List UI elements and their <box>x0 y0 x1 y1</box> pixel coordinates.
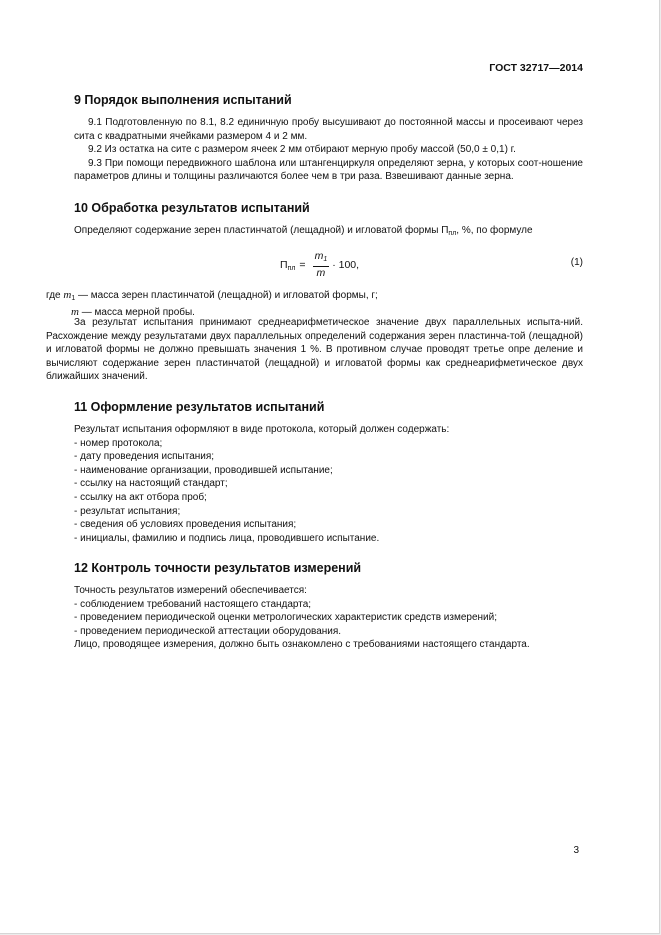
section-11-intro: Результат испытания оформляют в виде протокола, который должен содержать: <box>74 424 450 435</box>
section-12-intro: Точность результатов измерений обеспечивается: <box>74 585 307 596</box>
section-10-title: 10 Обработка результатов испытаний <box>74 201 310 215</box>
list-item: - проведением периодической оценки метрологических характеристик средств измерений; <box>74 612 497 624</box>
section-12-closing: Лицо, проводящее измерения, должно быть ознакомлено с требованиями настоящего стандарта. <box>74 639 530 651</box>
legend-m: m — масса мерной пробы. <box>71 305 195 318</box>
formula-1 <box>280 248 359 282</box>
list-item: - сведения об условиях проведения испытания; <box>74 519 297 531</box>
formula-tail: · 100, <box>332 259 360 271</box>
intro-text: Определяют содержание зерен пластинчатой (лещадной) и игловатой формы П <box>74 225 449 236</box>
paragraph-9-3: 9.3 При помощи передвижного шаблона или штангенциркуля определяют зерна, у которых соот-ношение параметров длины и толщины различаются более чем в три раза. Взвешивают данные зерна. <box>74 157 583 183</box>
standard-designation: ГОСТ 32717—2014 <box>489 62 583 74</box>
formula-number: (1) <box>570 257 583 268</box>
list-item: - ссылку на настоящий стандарт; <box>74 478 228 490</box>
intro-text-end: , %, по формуле <box>456 225 533 236</box>
formula-denominator: m <box>316 267 326 279</box>
list-item: - результат испытания; <box>74 505 181 517</box>
formula-lhs: $П_{пл}$ <box>280 258 296 272</box>
section-10 <box>74 201 583 241</box>
paragraph-10-intro <box>74 224 583 241</box>
list-item: - проведением периодической аттестации оборудования. <box>74 625 342 637</box>
section-9-title: 9 Порядок выполнения испытаний <box>74 93 292 107</box>
list-item: - соблюдением требований настоящего стандарта; <box>74 598 312 610</box>
formula-legend <box>46 289 583 319</box>
section-9 <box>74 93 583 184</box>
paragraph-9-1: 9.1 Подготовленную по 8.1, 8.2 единичную пробу высушивают до постоянной массы и просеивают через сита с квадратными ячейками размером 4 и 2 мм. <box>74 117 583 142</box>
section-12-title: 12 Контроль точности результатов измерений <box>74 561 362 575</box>
list-item: - номер протокола; <box>74 437 163 449</box>
section-12 <box>74 561 583 652</box>
paragraph-9-2: 9.2 Из остатка на сите с размером ячеек 2 мм отбирают мерную пробу массой (50,0 ± 0,1) г. <box>88 144 516 156</box>
formula-fraction <box>313 250 330 280</box>
section-11-title: 11 Оформление результатов испытаний <box>74 400 325 414</box>
page-number: 3 <box>573 845 579 856</box>
section-10-result <box>46 316 583 384</box>
formula-numerator: $m_1$ <box>313 250 330 267</box>
list-item: - инициалы, фамилию и подпись лица, проводившего испытание. <box>74 532 380 544</box>
formula-equals: = <box>299 259 306 271</box>
legend-m1: где $m_1$ — масса зерен пластинчатой (лещадной) и игловатой формы, г; <box>46 289 378 302</box>
list-item: - наименование организации, проводившей испытание; <box>74 464 333 476</box>
list-item: - ссылку на акт отбора проб; <box>74 491 207 503</box>
paragraph-10-result: За результат испытания принимают среднеарифметическое значение двух параллельных испыта-ний. Расхождение между результатами двух параллельных определений содержания зерен пластинча-той (лещадной) и игловатой формы не должно превышать значения 1 %. В противном случае проводят третье опре деление и вычисляют содержание зерен пластинчатой (лещадной) и игловатой формы как среднеарифметическое двух ближайших значений. <box>46 317 583 383</box>
intro-subscript: пл <box>448 230 457 237</box>
list-item: - дату проведения испытания; <box>74 451 215 463</box>
section-11 <box>74 400 583 545</box>
